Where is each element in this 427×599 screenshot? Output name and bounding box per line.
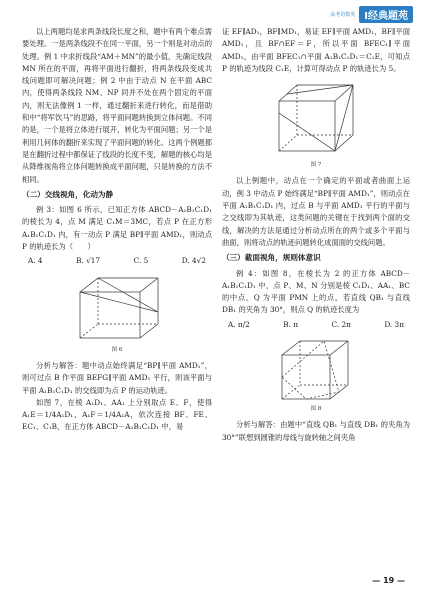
journal-header — [330, 6, 413, 22]
example-3-options — [22, 255, 212, 267]
figure-7-caption: 图 7 — [310, 162, 322, 169]
section-heading-2: （二）交线视角，化动为静 — [22, 189, 114, 199]
cube-diagram-7 — [261, 79, 371, 159]
option-d: D. 4√2 — [181, 256, 206, 266]
left-paragraph-4: 如图 7，在棱 A₁D₁、AA₁ 上分别取点 E、F，使得 A₁E＝1/4A₁D₁，A₁F＝1/4A₁A，依次连接 BF、FE、EC₁、C₁B，在正方体 ABCD－A₁B₁C₁D₁ 中，易 — [22, 397, 212, 432]
option-b: B. √17 — [76, 256, 101, 266]
cube-diagram-8 — [268, 335, 364, 403]
right-column — [222, 26, 410, 444]
example-4-options — [222, 319, 410, 331]
right-paragraph-1: 证 EF∥AD₁，BF∥MD₁，易证 EF∥平面 AMD₁，BF∥平面 AMD₁，且 BF∩EF＝F，所以平面 BFEC₁∥平面 AMD₁，由平面 BFEC₁∩平面 A₁B₁C₁D₁＝C₁E，可知点 P 的轨迹为线段 C₁E，计算可得动点 P 的轨迹长为 5。 — [222, 27, 410, 73]
option-b: B. π — [283, 319, 299, 329]
figure-6 — [22, 272, 212, 356]
figure-8 — [222, 335, 410, 415]
right-analysis-paragraph: 分析与解答：由题中“直线 QB₁ 与直线 DB₁ 的夹角为 30°”联想到圆锥的母线与旋转轴之间夹角 — [222, 420, 410, 442]
example-4-text: 例 4：如图 8，在棱长为 2 的正方体 ABCD－A₁B₁C₁D₁ 中，点 P、M、N 分别是棱 C₁D₁、AA₁、BC 的中点，Q 为平面 PMN 上的点，若直线 QB₁ 与直线 DB₁ 的夹角为 30°，则点 Q 的轨迹长度为 — [222, 268, 410, 315]
option-c: C. 5 — [133, 256, 149, 266]
option-c: C. 2π — [331, 319, 351, 329]
cube-diagram-6 — [58, 272, 176, 344]
header-brand: I经典题苑 — [359, 6, 413, 23]
option-a: A. π/2 — [228, 319, 250, 329]
left-column — [22, 26, 212, 434]
option-a: A. 4 — [28, 256, 43, 266]
figure-6-caption: 图 6 — [111, 346, 123, 353]
page-number: — 19 — — [372, 576, 405, 585]
right-paragraph-2: 以上例题中，动点在一个确定的平面或者曲面上运动，例 3 中动点 P 始终满足“BP∥平面 AMD₁”，则动点在平面 A₁B₁C₁D₁ 内，过点 B 与平面 AMD₁ 平行的平面与之交线即为其轨迹，这类问题的关键在于找到两个面的交线，解决的方法是通过分析动点所在的两个或多个平面与曲面，则将动点的轨迹问题转化成面面的交线问题。 — [222, 176, 410, 247]
left-paragraph-1: 以上两题均是求两条线段长度之和，题中有两个难点需要处理。一是两条线段不在同一平面，另一个则是对动点的处理。例 1 中求折线段“AM＋MN”的最小值，先确定线段 MN 所在的平面，再将平面进行翻折，将两条线段变成共线问题即可解决问题；例 2 中由于动点 N 在平面 ABC 内，使得两条线段 NM、NP 同并不处在两个固定的平面内，则无法像例 1 一样，通过翻折来进行转化，而是借助和中“将军饮马”的思路，将平面问题转换到立体问题。不同的是，一个是将立体进行展开，转化为平面问题；另一个是利用几何体的翻折来实现了平面问题的转化。这两个例题都是在翻折过程中都保证了线段的长度不变，解题的核心均是从降维视角将立体问题转换成平面问题，只是转换的方法不相同。 — [22, 27, 212, 184]
section-heading-3: （三）截面视角，规则体意识 — [222, 253, 321, 263]
figure-8-caption: 图 8 — [310, 406, 322, 413]
option-d: D. 3π — [384, 319, 404, 329]
example-3-text: 例 3：如图 6 所示，已知正方体 ABCD－A₁B₁C₁D₁ 的棱长为 4，点 M 满足 C₁M＝3MC，若点 P 在正方形 A₁B₁C₁D₁ 内，有一动点 P 满足 BP∥平面 AMD₁，则动点 P 的轨迹长为（ ） — [22, 205, 212, 252]
header-small-text: 高考语数英 — [330, 11, 356, 18]
figure-7 — [222, 79, 410, 171]
left-analysis-paragraph: 分析与解答：题中动点始终满足“BP∥平面 AMD₁”，则可过点 B 作平面 BEFG∥平面 AMD₁ 平行，则该平面与平面 A₁B₁C₁D₁ 的交线即为点 P 的运动轨迹。 — [22, 360, 212, 395]
